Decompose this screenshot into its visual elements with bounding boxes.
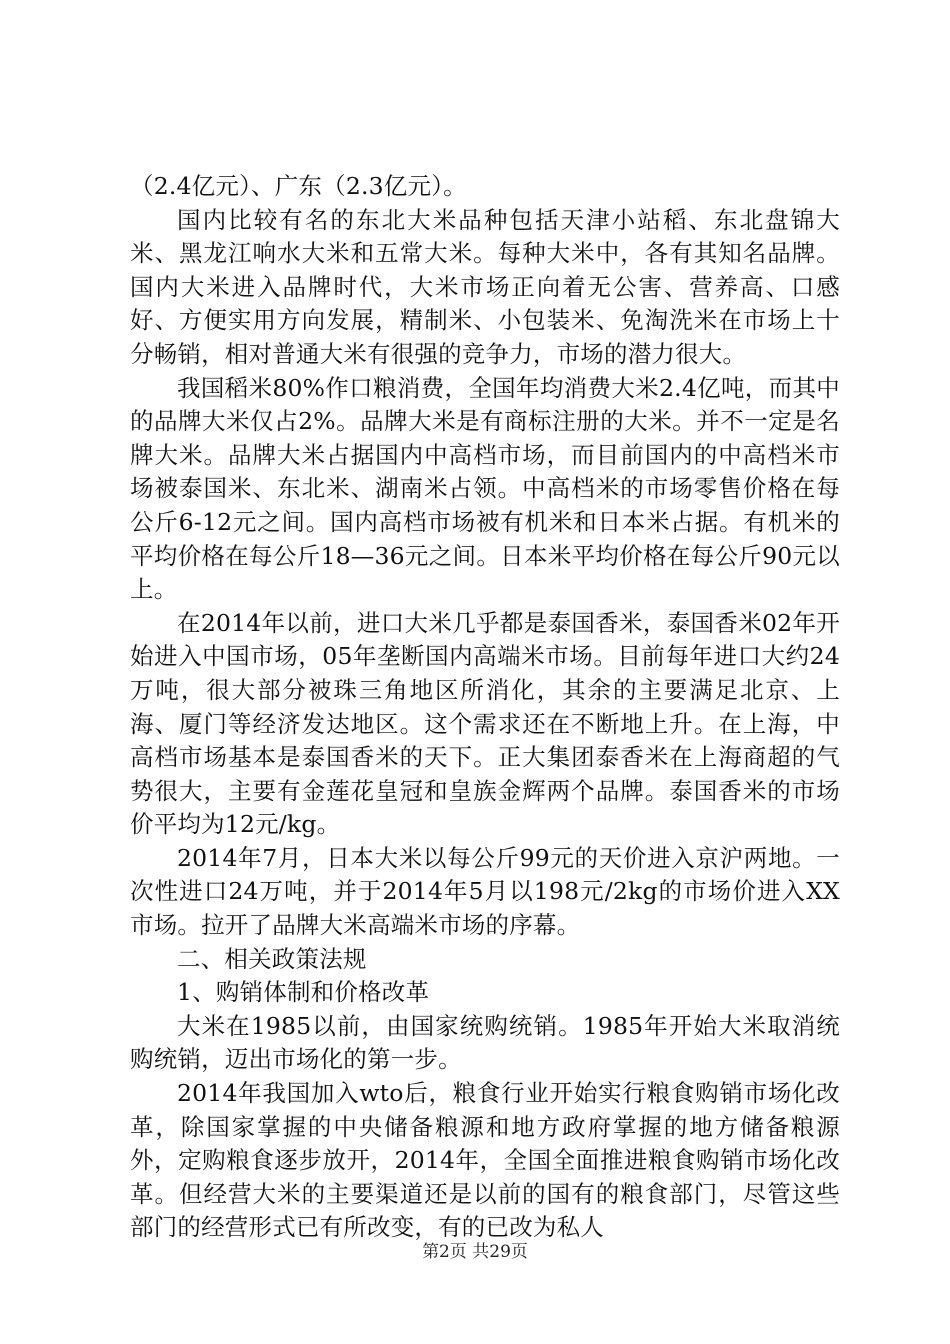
paragraph-wto-reform: 2014年我国加入wto后，粮食行业开始实行粮食购销市场化改革，除国家掌握的中央储备粮源和地方政府掌握的地方储备粮源外，定购粮食逐步放开，2014年，全国全面推进粮食购销市场化改革。但经营大米的主要渠道还是以前的国有的粮食部门，尽管这些部门的经营形式已有所改变，有的已改为私人 — [130, 1079, 840, 1242]
paragraph-northeast-rice-varieties: 国内比较有名的东北大米品种包括天津小站稻、东北盘锦大米、黑龙江响水大米和五常大米。每种大米中，各有其知名品牌。国内大米进入品牌时代，大米市场正向着无公害、营养高、口感好、方便实用方向发展，精制米、小包装米、免淘洗米在市场上十分畅销，相对普通大米有很强的竞争力，市场的潜力很大。 — [130, 205, 840, 368]
document-body — [130, 170, 840, 1245]
paragraph-continuation: （2.4亿元）、广东（2.3亿元）。 — [130, 172, 467, 200]
paragraph-1985-reform: 大米在1985以前，由国家统购统销。1985年开始大米取消统购统销，迈出市场化的第一步。 — [130, 1011, 840, 1074]
paragraph-brand-rice-consumption: 我国稻米80%作口粮消费，全国年均消费大米2.4亿吨，而其中的品牌大米仅占2%。品牌大米是有商标注册的大米。并不一定是名牌大米。品牌大米占据国内中高档市场，而目前国内的中高档米市场被泰国米、东北米、湖南米占领。中高档米的市场零售价格在每公斤6-12元之间。国内高档市场被有机米和日本米占据。有机米的平均价格在每公斤18—36元之间。日本米平均价格在每公斤90元以上。 — [130, 373, 840, 604]
subsection-heading-reform: 1、购销体制和价格改革 — [177, 978, 430, 1007]
paragraph-japanese-rice: 2014年7月，日本大米以每公斤99元的天价进入京沪两地。一次性进口24万吨，并于2014年5月以198元/2kg的市场价进入XX市场。拉开了品牌大米高端米市场的序幕。 — [130, 843, 840, 940]
page-number-footer: 第2页 共29页 — [422, 1242, 528, 1262]
section-heading-policy: 二、相关政策法规 — [177, 944, 367, 973]
paragraph-thai-fragrant-rice: 在2014年以前，进口大米几乎都是泰国香米，泰国香米02年开始进入中国市场，05年垄断国内高端米市场。目前每年进口大约24万吨，很大部分被珠三角地区所消化，其余的主要满足北京、上海、厦门等经济发达地区。这个需求还在不断地上升。在上海，中高档市场基本是泰国香米的天下。正大集团泰香米在上海商超的气势很大，主要有金莲花皇冠和皇族金辉两个品牌。泰国香米的市场价平均为12元/kg。 — [130, 608, 840, 839]
